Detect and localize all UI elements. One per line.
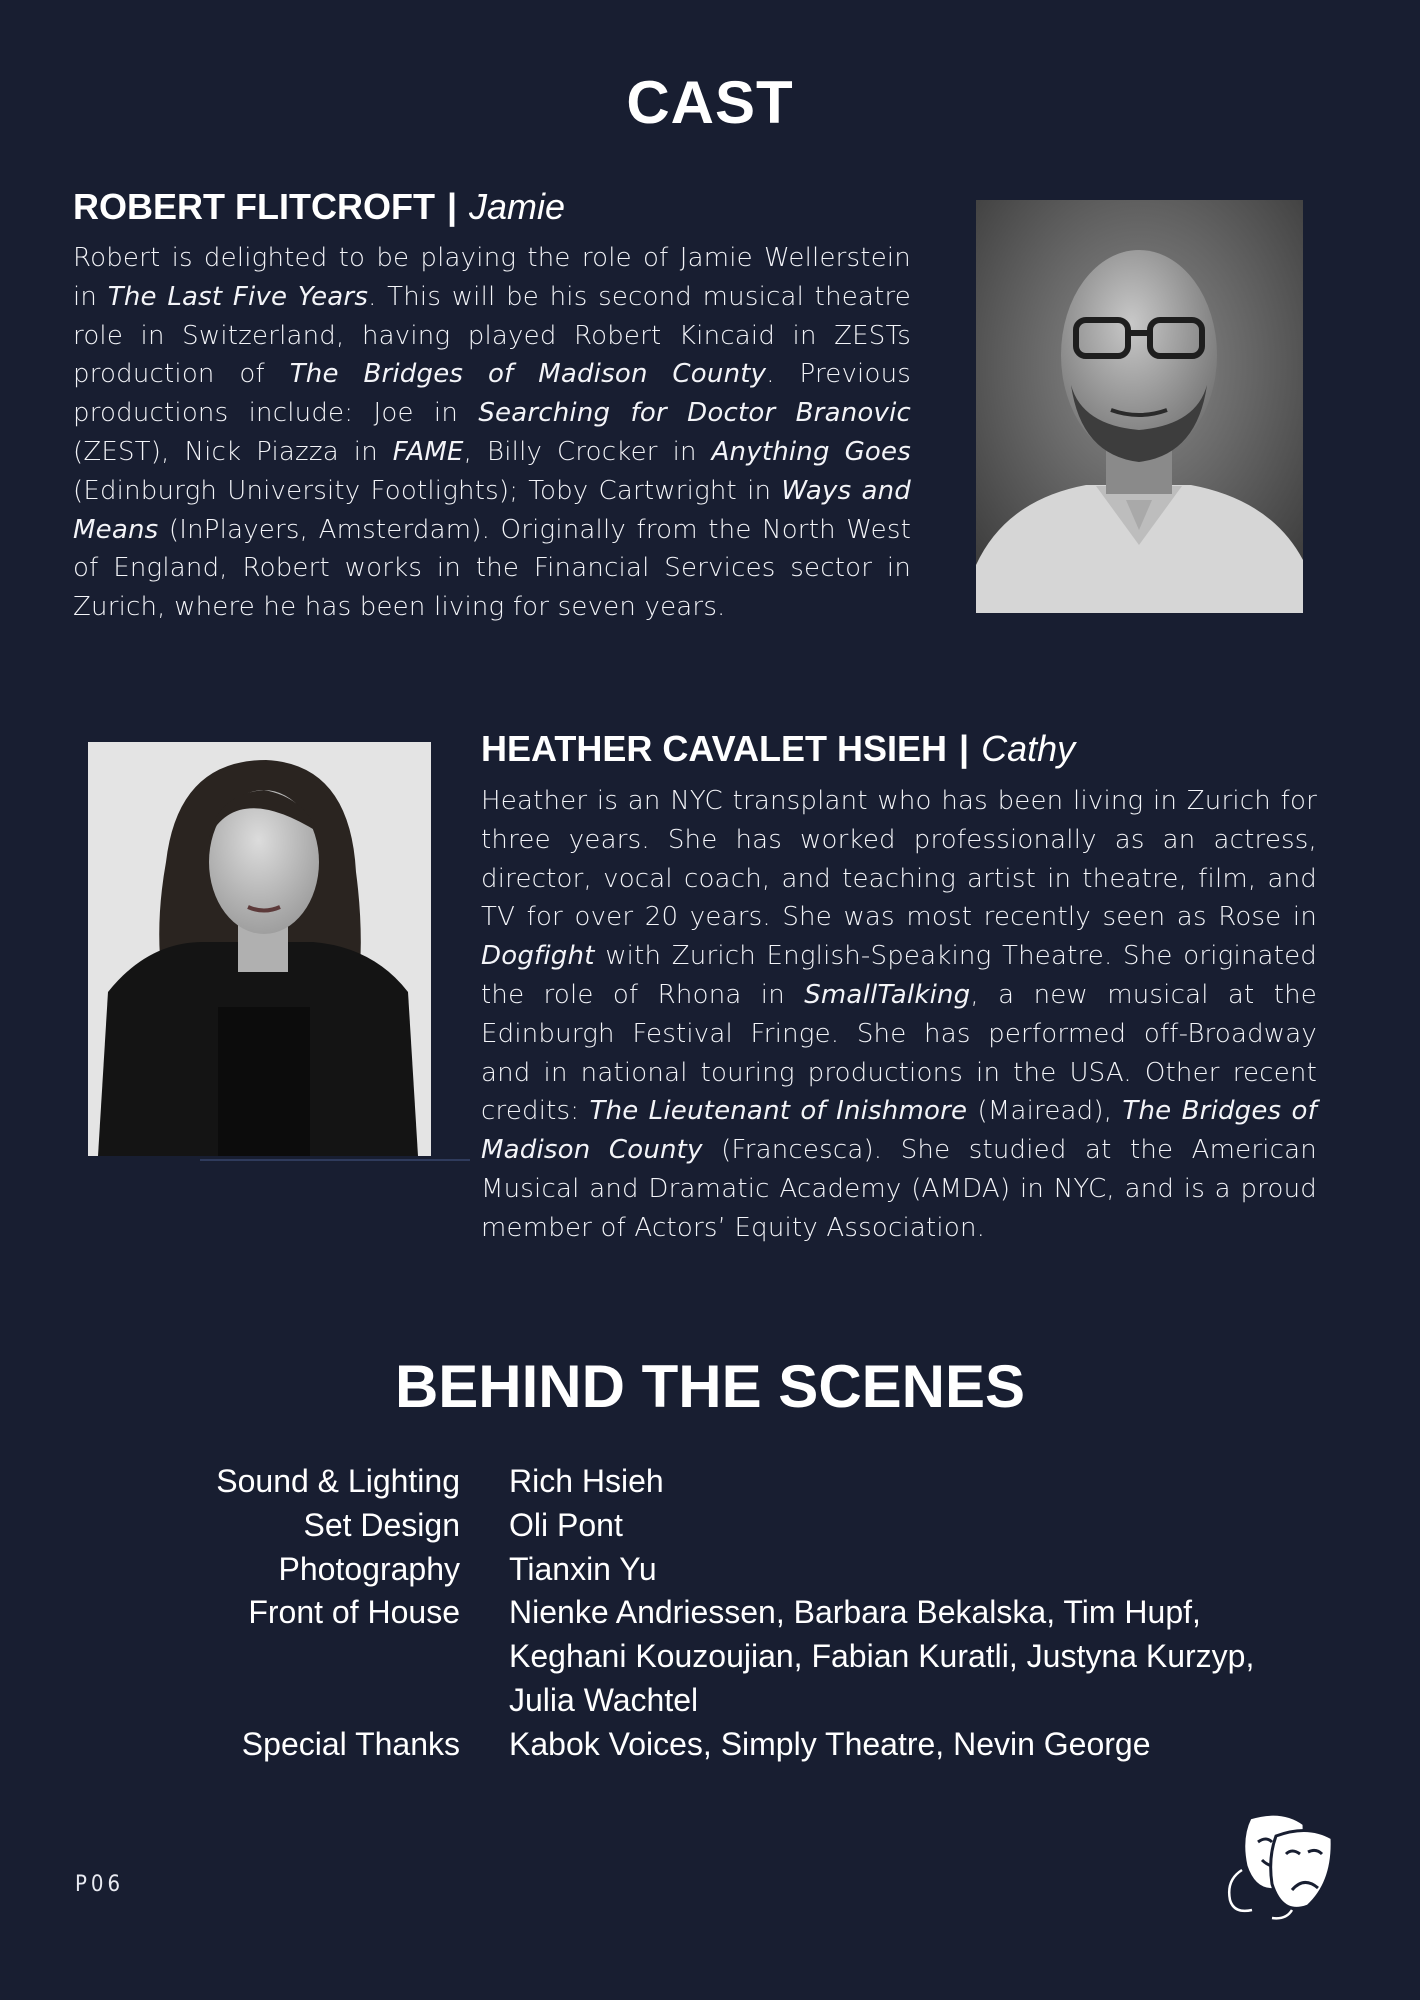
bio-text: (ZEST), Nick Piazza in [73, 436, 393, 467]
credit-names: Julia Wachtel [509, 1681, 699, 1718]
headshot-robert [976, 200, 1303, 613]
credits-list [160, 1460, 1309, 1767]
bio-title-italic: FAME [392, 436, 464, 467]
credit-names: Keghani Kouzoujian, Fabian Kuratli, Justyna Kurzyp, [509, 1638, 1255, 1675]
cast-member-bio-robert [73, 239, 911, 627]
credit-role: Set Design [303, 1506, 460, 1543]
credit-role: Front of House [248, 1594, 460, 1631]
credit-role: Photography [278, 1550, 460, 1587]
cast-member-role: Cathy [981, 728, 1076, 769]
credit-row [160, 1679, 1309, 1723]
headshot-heather [88, 742, 431, 1156]
behind-the-scenes-heading: BEHIND THE SCENES [394, 1353, 1026, 1420]
name-role-separator: | [446, 186, 458, 227]
bio-title-italic: Anything Goes [711, 436, 911, 467]
credit-names: Nienke Andriessen, Barbara Bekalska, Tim Hupf, [509, 1594, 1201, 1631]
credit-role [160, 1679, 509, 1723]
credit-row [160, 1723, 1309, 1767]
cast-member-role: Jamie [469, 186, 566, 227]
theatre-masks-icon [1222, 1810, 1338, 1922]
credit-names: Rich Hsieh [509, 1463, 664, 1499]
bio-title-italic: SmallTalking [804, 979, 971, 1010]
page-number: P06 [75, 1872, 125, 1897]
bio-text: , Billy Crocker in [463, 436, 712, 467]
credit-names: Kabok Voices, Simply Theatre, Nevin George [509, 1725, 1151, 1762]
bio-text: Heather is an NYC transplant who has been living in Zurich for three years. She has worked professionally as an actress, director, vocal coach, and teaching artist in theatre, film, and TV for over 20 years. She was most recently seen as Rose in [481, 786, 1317, 933]
bio-title-italic: The Bridges of Madison County [481, 1096, 1318, 1166]
bio-text: (InPlayers, Amsterdam). Originally from the North West of England, Robert works in the Financial Services sector in Zurich, where he has been living for seven years. [73, 514, 911, 623]
bio-text: , a new musical at the Edinburgh Festival Fringe. She has performed off-Broadway and in national touring productions in the USA. Other recent credits: [481, 979, 1318, 1127]
credit-role: Sound & Lighting [216, 1463, 460, 1499]
credit-row [160, 1548, 1309, 1592]
cast-member-name: ROBERT FLITCROFT [73, 186, 435, 227]
bio-title-italic: Dogfight [481, 941, 595, 972]
credit-role [160, 1635, 509, 1679]
cast-member-heading-robert [73, 186, 565, 228]
bio-title-italic: The Last Five Years [107, 281, 369, 312]
bio-title-italic: The Bridges of Madison County [289, 359, 767, 390]
credit-row [160, 1635, 1309, 1679]
bio-title-italic: The Lieutenant of Inishmore [589, 1096, 968, 1127]
photo-divider-line [200, 1159, 470, 1161]
bio-title-italic: Searching for Doctor Branovic [478, 398, 911, 429]
bio-text: . This will be his second musical theatre role in Switzerland, having played Robert Kincaid in ZESTs production of [73, 281, 911, 390]
credit-role: Special Thanks [241, 1725, 460, 1762]
cast-heading: CAST [626, 69, 794, 136]
credit-row [160, 1504, 1309, 1548]
cast-member-name: HEATHER CAVALET HSIEH [481, 728, 948, 769]
bio-title-italic: Ways and Means [73, 475, 911, 545]
bio-text: (Francesca). She studied at the American Musical and Dramatic Academy (AMDA) in NYC, and is a proud member of Actors’ Equity Association. [481, 1135, 1317, 1243]
bio-text: (Mairead), [967, 1096, 1123, 1127]
credit-names: Oli Pont [509, 1506, 623, 1543]
credit-row [160, 1591, 1309, 1635]
bio-text: (Edinburgh University Footlights); Toby Cartwright in [73, 475, 782, 506]
bio-text: with Zurich English-Speaking Theatre. She originated the role of Rhona in [481, 941, 1317, 1010]
name-role-separator: | [959, 728, 970, 769]
bio-text: Robert is delighted to be playing the role of Jamie Wellerstein in [73, 243, 911, 312]
bio-text: . Previous productions include: Joe in [73, 359, 911, 429]
cast-member-bio-heather [481, 782, 1317, 1248]
cast-member-heading-heather [481, 728, 1075, 770]
credit-row [160, 1460, 1309, 1504]
credit-names: Tianxin Yu [509, 1550, 657, 1587]
